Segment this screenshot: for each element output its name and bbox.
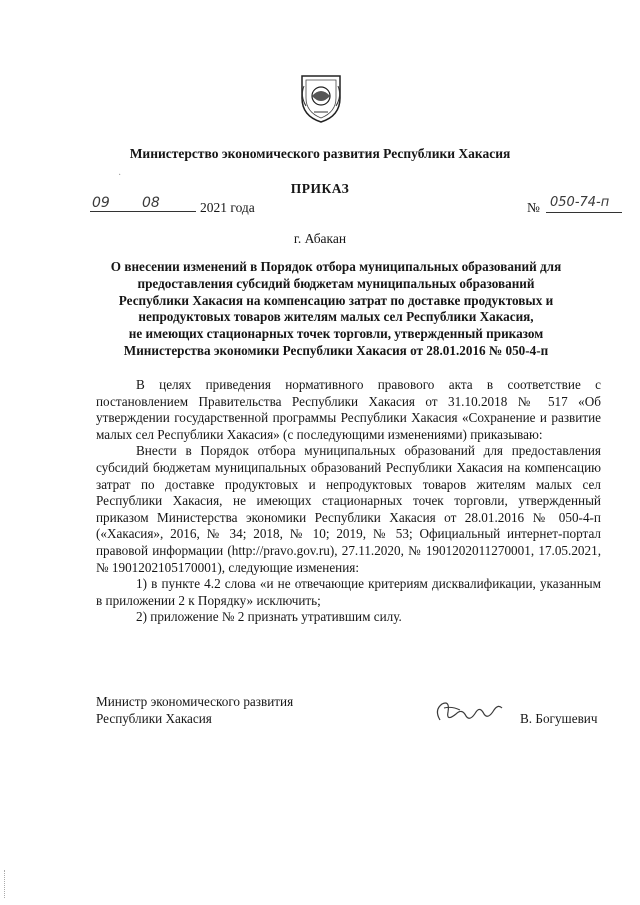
date-year: 2021 года bbox=[200, 200, 255, 215]
date-underline bbox=[90, 211, 196, 212]
title-line: непродуктовых товаров жителям малых сел Республики Хакасия, bbox=[138, 309, 534, 325]
scan-edge-mark bbox=[4, 870, 8, 898]
body-paragraph: Внести в Порядок отбора муниципальных образований для предоставления субсидий бюджетам муниципальных образований Республики Хакасия на компенсацию затрат по доставке продуктовых и непродуктовых товаров жителям малых сел Республики Хакасия, не имеющих стационарных точек торговли, утвержденный приказом Министерства экономики Республики Хакасия от 28.01.2016 № 050-4-п («Хакасия», 2016, № 34; 2018, № 10; 2019, № 53; Официальный интернет-портал правовой информации (http://pravo.gov.ru), 27.11.2020, № 1901202011270001, 17.05.2021, № 1901202105170001), следующие изменения: bbox=[96, 443, 601, 575]
scan-mark: · bbox=[118, 170, 122, 181]
body-paragraph: 2) приложение № 2 признать утратившим силу. bbox=[136, 609, 402, 625]
number-underline bbox=[546, 212, 622, 213]
handwritten-signature bbox=[432, 700, 504, 726]
title-line: не имеющих стационарных точек торговли, утвержденный приказом bbox=[128, 326, 544, 342]
body-paragraph: В целях приведения нормативного правового акта в соответствие с постановлением Правительства Республики Хакасия от 31.10.2018 № 517 «Об утверждении государственной программы Республики Хакасия «Сохранение и развитие малых сел Республики Хакасия» (с последующими изменениями) приказываю: bbox=[96, 377, 601, 442]
city: г. Абакан bbox=[293, 231, 347, 246]
number-sign: № bbox=[527, 200, 540, 215]
date-day: 09 bbox=[92, 195, 110, 211]
title-line: Республики Хакасия на компенсацию затрат по доставке продуктовых и bbox=[118, 292, 554, 308]
signatory-name: В. Богушевич bbox=[520, 711, 598, 726]
body-paragraph: 1) в пункте 4.2 слова «и не отвечающие критериям дисквалификации, указанным в приложении 2 к Порядку» исключить; bbox=[96, 576, 601, 608]
title-line: Министерства экономики Республики Хакасия от 28.01.2016 № 050-4-п bbox=[123, 342, 549, 358]
document-number: 050-74-п bbox=[550, 195, 610, 210]
position-line: Министр экономического развития bbox=[96, 694, 294, 709]
title-line: О внесении изменений в Порядок отбора муниципальных образований для bbox=[110, 259, 562, 274]
ministry-name: Министерство экономического развития Республики Хакасия bbox=[129, 146, 511, 161]
position-line: Республики Хакасия bbox=[96, 711, 212, 726]
date-number-row bbox=[90, 195, 630, 217]
document-title bbox=[88, 259, 584, 360]
signatory-position bbox=[96, 693, 293, 727]
title-line: предоставления субсидий бюджетам муниципальных образований bbox=[137, 275, 535, 291]
date-month: 08 bbox=[142, 195, 160, 211]
coat-of-arms-emblem bbox=[298, 72, 344, 124]
document-body bbox=[96, 377, 601, 626]
document-type: ПРИКАЗ bbox=[290, 181, 350, 196]
